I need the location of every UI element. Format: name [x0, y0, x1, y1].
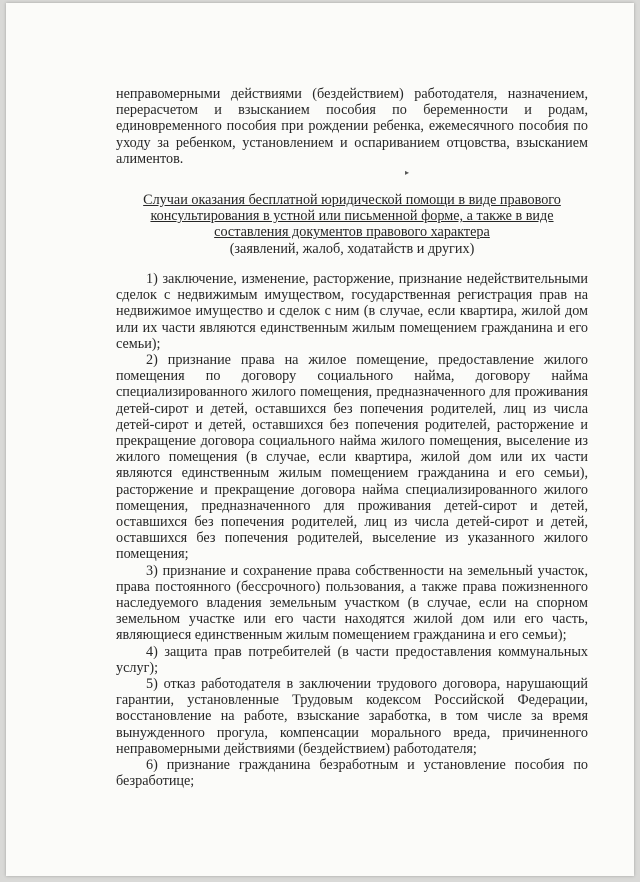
section-heading	[116, 192, 588, 257]
cases-list	[116, 271, 588, 790]
intro-text: неправомерными действиями (бездействием) работодателя, назначением, перерасчетом и взысканием пособия по беременности и родам, единовременного пособия при рождении ребенка, ежемесячного пособия по уходу за ребенком, установлением и оспариванием отцовства, взысканием алиментов.	[116, 86, 588, 167]
heading-subtitle: (заявлений, жалоб, ходатайств и других)	[229, 240, 475, 257]
list-item-6: 6) признание гражданина безработным и установление пособия по безработице;	[116, 757, 588, 790]
list-item-3: 3) признание и сохранение права собственности на земельный участок, права постоянного (бессрочного) пользования, а также права пожизненного наследуемого владения земельным участком (в случае, если на спорном земельном участке или его части находятся жилой дом или его часть, являющиеся единственным жилым помещением гражданина и его семьи);	[116, 562, 588, 644]
list-item-2: 2) признание права на жилое помещение, предоставление жилого помещения по договору социального найма, договору найма специализированного жилого помещения, предназначенного для проживания детей-сирот и детей, оставшихся без попечения родителей, лиц из числа детей-сирот и детей, оставшихся без попечения родителей, расторжение и прекращение договора социального найма жилого помещения, выселение из жилого помещения (в случае, если квартира, жилой дом или их части являются единственным жилым помещением гражданина и его семьи), расторжение и прекращение договора найма специализированного жилого помещения, предназначенного для проживания детей-сирот и детей, оставшихся без попечения родителей, лиц из числа детей-сирот и детей, оставшихся без попечения родителей, выселение из указанного жилого помещения;	[116, 352, 588, 563]
document-page	[6, 3, 634, 876]
list-item-1: 1) заключение, изменение, расторжение, признание недействительными сделок с недвижимым имуществом, государственная регистрация прав на недвижимое имущество и сделок с ним (в случае, если квартира, жилой дом или их части являются единственным жилым помещением гражданина и его семьи);	[116, 271, 588, 352]
intro-paragraph	[116, 86, 588, 167]
list-item-5: 5) отказ работодателя в заключении трудового договора, нарушающий гарантии, установленные Трудовым кодексом Российской Федерации, восстановление на работе, взыскание заработка, в том числе за время вынужденного прогула, компенсации морального вреда, причиненного неправомерными действиями (бездействием) работодателя;	[116, 676, 588, 757]
scan-mark: ▸	[405, 168, 410, 177]
heading-title: Случаи оказания бесплатной юридической помощи в виде правового консультирования в устной или письменной форме, а также в виде составления документов правового характера	[143, 192, 561, 241]
list-item-4: 4) защита прав потребителей (в части предоставления коммунальных услуг);	[116, 643, 588, 676]
